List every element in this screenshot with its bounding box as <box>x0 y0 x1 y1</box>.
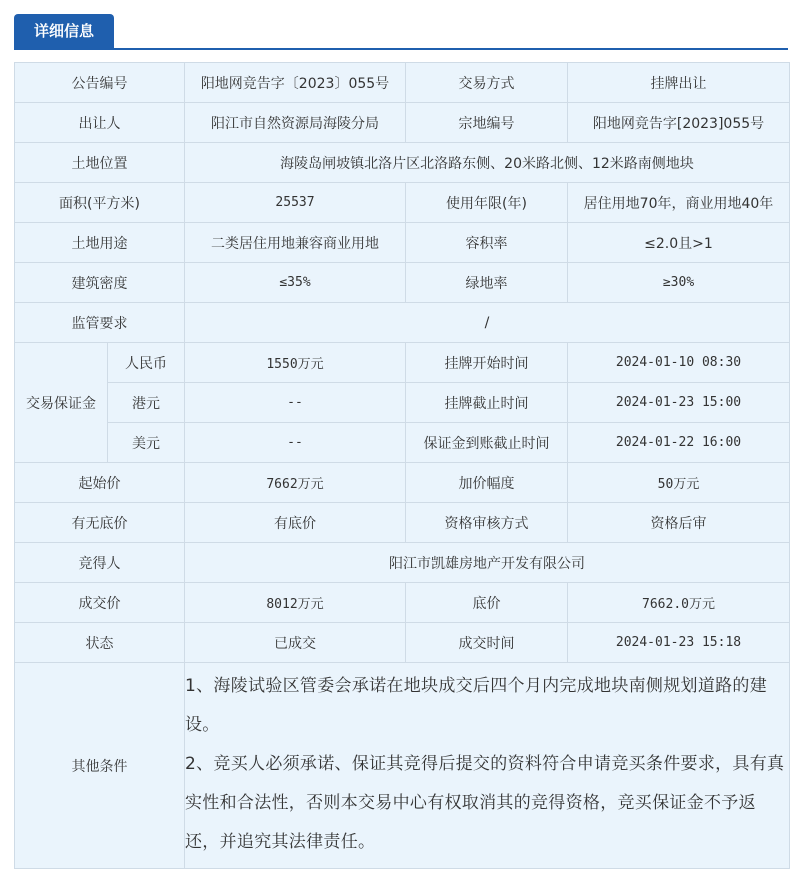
building-density-value: ≤35% <box>185 263 406 303</box>
listing-start-label: 挂牌开始时间 <box>406 343 568 383</box>
increment-label: 加价幅度 <box>406 463 568 503</box>
deposit-deadline-value: 2024-01-22 16:00 <box>568 423 790 463</box>
green-ratio-label: 绿地率 <box>406 263 568 303</box>
table-row <box>15 343 790 383</box>
table-row <box>15 183 790 223</box>
plot-ratio-label: 容积率 <box>406 223 568 263</box>
winner-label: 竞得人 <box>15 543 185 583</box>
floor-price-label: 底价 <box>406 583 568 623</box>
table-row <box>15 423 790 463</box>
deposit-deadline-label: 保证金到账截止时间 <box>406 423 568 463</box>
trade-method-label: 交易方式 <box>406 63 568 103</box>
land-use-value: 二类居住用地兼容商业用地 <box>185 223 406 263</box>
deposit-usd-label: 美元 <box>108 423 185 463</box>
table-row <box>15 663 790 869</box>
table-row <box>15 103 790 143</box>
reserve-value: 有底价 <box>185 503 406 543</box>
term-label: 使用年限(年) <box>406 183 568 223</box>
table-row <box>15 223 790 263</box>
location-value: 海陵岛闸坡镇北洛片区北洛路东侧、20米路北侧、12米路南侧地块 <box>185 143 790 183</box>
area-label: 面积(平方米) <box>15 183 185 223</box>
floor-price-value: 7662.0万元 <box>568 583 790 623</box>
location-label: 土地位置 <box>15 143 185 183</box>
deposit-hkd-label: 港元 <box>108 383 185 423</box>
table-row <box>15 383 790 423</box>
notice-no-label: 公告编号 <box>15 63 185 103</box>
deposit-usd-value: -- <box>185 423 406 463</box>
deal-price-value: 8012万元 <box>185 583 406 623</box>
table-row <box>15 143 790 183</box>
deposit-rmb-value: 1550万元 <box>185 343 406 383</box>
start-price-label: 起始价 <box>15 463 185 503</box>
other-conditions-label: 其他条件 <box>15 663 185 869</box>
supervision-label: 监管要求 <box>15 303 185 343</box>
deal-price-label: 成交价 <box>15 583 185 623</box>
parcel-no-label: 宗地编号 <box>406 103 568 143</box>
parcel-no-value: 阳地网竞告字[2023]055号 <box>568 103 790 143</box>
increment-value: 50万元 <box>568 463 790 503</box>
supervision-value: / <box>185 303 790 343</box>
notice-no-value: 阳地网竞告字〔2023〕055号 <box>185 63 406 103</box>
winner-value: 阳江市凯雄房地产开发有限公司 <box>185 543 790 583</box>
table-row <box>15 463 790 503</box>
listing-end-value: 2024-01-23 15:00 <box>568 383 790 423</box>
table-row <box>15 263 790 303</box>
tab-detail-info[interactable]: 详细信息 <box>14 14 114 48</box>
term-value: 居住用地70年，商业用地40年 <box>568 183 790 223</box>
condition-paragraph-2: 2、竞买人必须承诺、保证其竞得后提交的资料符合申请竞买条件要求，具有真实性和合法性，否则本交易中心有权取消其的竞得资格，竞买保证金不予返还，并追究其法律责任。 <box>185 754 785 852</box>
qualification-value: 资格后审 <box>568 503 790 543</box>
trade-method-value: 挂牌出让 <box>568 63 790 103</box>
tab-bar <box>14 14 788 50</box>
other-conditions-value <box>185 663 790 869</box>
green-ratio-value: ≥30% <box>568 263 790 303</box>
deposit-rmb-label: 人民币 <box>108 343 185 383</box>
table-row <box>15 543 790 583</box>
table-row <box>15 303 790 343</box>
building-density-label: 建筑密度 <box>15 263 185 303</box>
table-row <box>15 623 790 663</box>
plot-ratio-value: ≤2.0且>1 <box>568 223 790 263</box>
reserve-label: 有无底价 <box>15 503 185 543</box>
transferor-value: 阳江市自然资源局海陵分局 <box>185 103 406 143</box>
deposit-label: 交易保证金 <box>15 343 108 463</box>
start-price-value: 7662万元 <box>185 463 406 503</box>
area-value: 25537 <box>185 183 406 223</box>
qualification-label: 资格审核方式 <box>406 503 568 543</box>
listing-start-value: 2024-01-10 08:30 <box>568 343 790 383</box>
status-label: 状态 <box>15 623 185 663</box>
transferor-label: 出让人 <box>15 103 185 143</box>
table-row <box>15 63 790 103</box>
listing-end-label: 挂牌截止时间 <box>406 383 568 423</box>
condition-paragraph-1: 1、海陵试验区管委会承诺在地块成交后四个月内完成地块南侧规划道路的建设。 <box>185 676 768 735</box>
table-row <box>15 583 790 623</box>
deal-time-value: 2024-01-23 15:18 <box>568 623 790 663</box>
deposit-hkd-value: -- <box>185 383 406 423</box>
land-use-label: 土地用途 <box>15 223 185 263</box>
deal-time-label: 成交时间 <box>406 623 568 663</box>
land-info-table <box>14 62 790 869</box>
status-value: 已成交 <box>185 623 406 663</box>
table-row <box>15 503 790 543</box>
